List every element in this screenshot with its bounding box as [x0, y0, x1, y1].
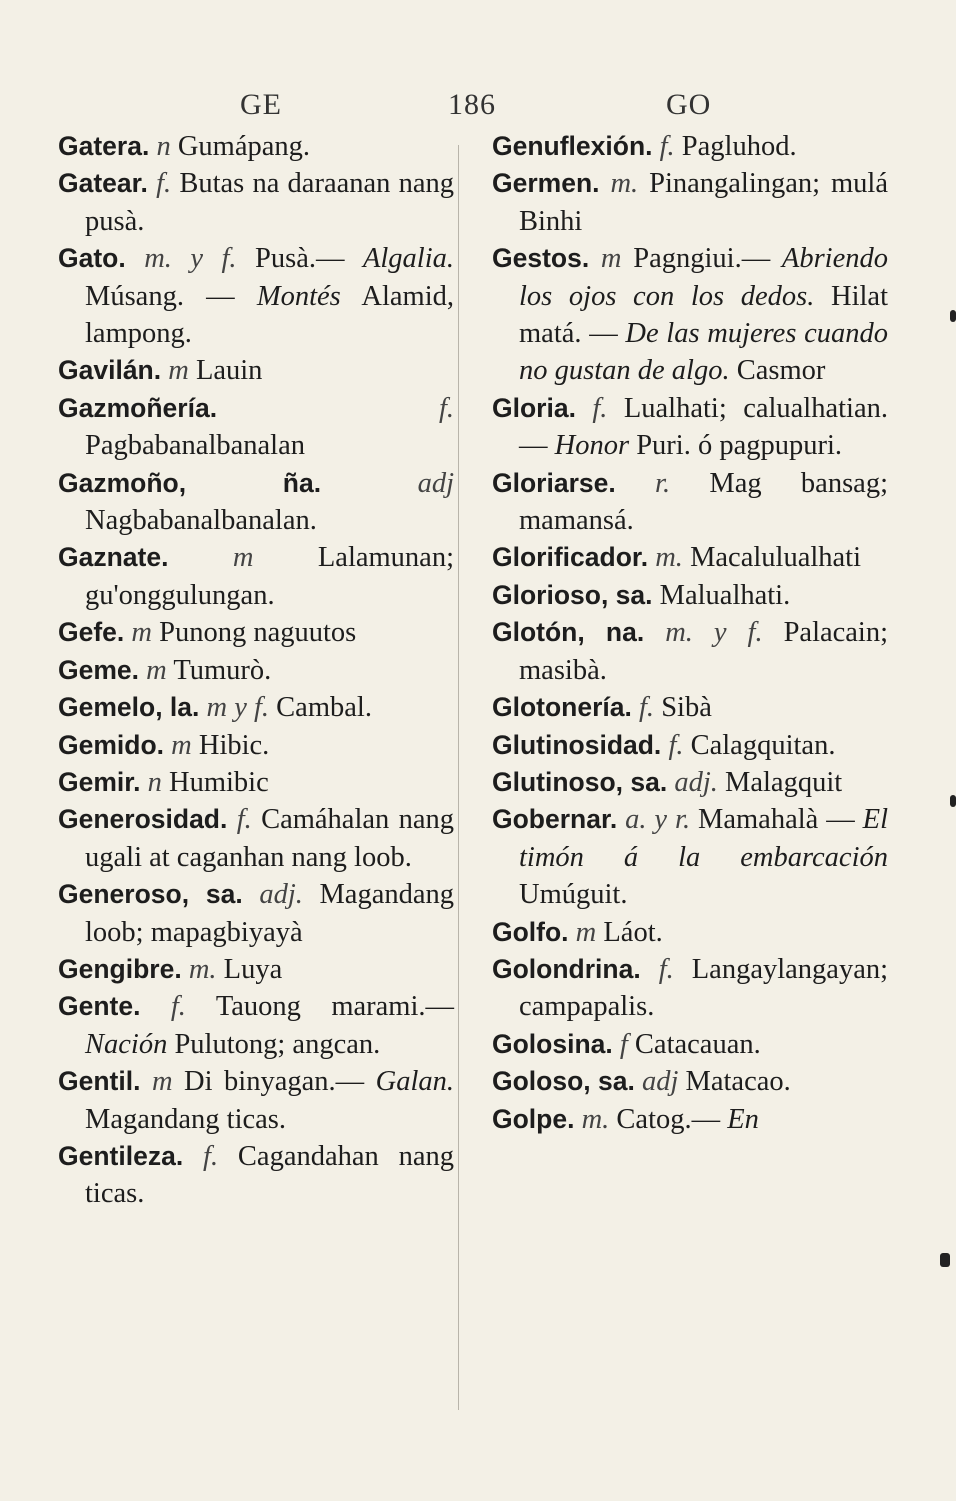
page-number: 186 [448, 88, 496, 121]
entry-grammar: m. y f. [665, 617, 763, 649]
header-guide-left: GE [240, 88, 282, 121]
entry-headword: Gobernar. [492, 804, 618, 835]
entry-definition: Malagquit [725, 766, 843, 798]
entry-definition: Pinangalingan; mulá Binhi [519, 168, 888, 237]
entry-grammar: adj [641, 1066, 679, 1098]
dictionary-entry [58, 801, 454, 876]
dictionary-entry [492, 727, 888, 764]
entry-headword: Geme. [58, 654, 140, 685]
entry-definition: Lauin [195, 355, 263, 387]
dictionary-entry [58, 876, 454, 951]
entry-definition: Catog.— [616, 1103, 721, 1135]
entry-grammar: f. [639, 692, 655, 724]
dictionary-entry [58, 764, 454, 801]
entry-grammar: f. [668, 729, 684, 761]
entry-definition: Magandang loob; mapagbiyayà [85, 879, 455, 948]
dictionary-entry [58, 165, 454, 240]
entry-spanish-phrase: Nación [85, 1028, 168, 1060]
column-divider [458, 145, 459, 1410]
running-head [0, 78, 956, 128]
entry-definition: Alamid, lampong. [85, 280, 454, 350]
dictionary-entry [58, 689, 454, 726]
entry-definition: Lualhati; calualhatian.— [519, 392, 888, 462]
entry-headword: Germen. [492, 168, 600, 199]
entry-grammar: adj [417, 467, 454, 499]
entry-definition: Magandang ticas. [85, 1103, 287, 1135]
entry-headword: Gloria. [492, 392, 576, 423]
entry-grammar: adj. [674, 766, 718, 798]
entry-grammar: m [146, 654, 167, 686]
entry-definition: Pagngiui.— [633, 243, 771, 275]
dictionary-entry [58, 539, 454, 614]
dictionary-entry [492, 165, 888, 240]
entry-grammar: f [619, 1028, 628, 1060]
dictionary-entry [492, 539, 888, 576]
entry-headword: Gemelo, la. [58, 692, 200, 723]
entry-grammar: m [168, 355, 189, 387]
entry-headword: Gazmoño, ña. [58, 467, 322, 498]
entry-definition: Hibic. [198, 729, 270, 761]
entry-definition: Pulutong; angcan. [174, 1028, 381, 1060]
dictionary-entry [492, 1101, 888, 1138]
margin-mark [940, 1253, 950, 1267]
entry-grammar: f. [658, 953, 674, 985]
dictionary-entry [492, 951, 888, 1026]
entry-definition: Lalamunan; gu'onggulungan. [85, 542, 455, 611]
entry-definition: Pagluhod. [681, 131, 797, 162]
entry-headword: Gemido. [58, 729, 165, 760]
entry-definition: Pusà.— [255, 243, 345, 275]
entry-grammar: m. [610, 168, 639, 200]
entry-definition: Nagbabanalbanalan. [85, 505, 317, 537]
entry-grammar: f. [203, 1140, 219, 1172]
dictionary-entry [492, 128, 888, 165]
entry-grammar: m [232, 542, 254, 574]
dictionary-entry [58, 128, 454, 165]
dictionary-entry [492, 465, 888, 540]
entry-definition: Músang. — [85, 280, 235, 312]
entry-definition: Sibà [661, 692, 712, 724]
dictionary-entry [492, 577, 888, 614]
entry-headword: Genuflexión. [492, 131, 653, 161]
entry-headword: Gentileza. [58, 1140, 184, 1171]
dictionary-entry [58, 352, 454, 389]
entry-headword: Generoso, sa. [58, 879, 243, 910]
header-guide-right: GO [666, 88, 712, 121]
entry-spanish-phrase: En [727, 1103, 759, 1135]
entry-headword: Gatera. [58, 131, 150, 161]
entry-headword: Golondrina. [492, 953, 641, 984]
entry-headword: Generosidad. [58, 804, 228, 835]
entry-grammar: f. [156, 168, 172, 200]
entry-grammar: f. [170, 991, 186, 1023]
entry-spanish-phrase: Honor [554, 430, 630, 462]
dictionary-entry [492, 764, 888, 801]
entry-definition: Casmor [736, 355, 826, 387]
entry-definition: Luya [223, 953, 283, 985]
entry-definition: Palacain; masibà. [519, 617, 889, 686]
entry-grammar: adj. [259, 879, 303, 911]
entry-grammar: m [575, 916, 597, 948]
entry-headword: Gaznate. [58, 542, 169, 573]
dictionary-entry [58, 951, 454, 988]
right-column [492, 128, 888, 1138]
entry-definition: Di binyagan.— [184, 1066, 365, 1098]
entry-spanish-phrase: Montés [256, 280, 341, 312]
dictionary-entry [58, 390, 454, 465]
dictionary-entry [492, 1026, 888, 1063]
entry-definition: Camáhalan nang ugali at caganhan nang loob. [85, 804, 454, 873]
entry-grammar: m [171, 729, 192, 761]
dictionary-entry [492, 614, 888, 689]
entry-headword: Glorioso, sa. [492, 579, 653, 610]
entry-grammar: m y f. [206, 692, 270, 724]
entry-definition: Gumápang. [177, 131, 311, 162]
entry-definition: Butas na daraanan nang pusà. [85, 168, 454, 237]
entry-grammar: m. [655, 542, 683, 574]
dictionary-entry [58, 1138, 454, 1213]
entry-definition: Langaylangayan; campapalis. [519, 953, 889, 1023]
entry-grammar: m. [581, 1103, 610, 1135]
entry-definition: Catacauan. [634, 1028, 761, 1060]
entry-spanish-phrase: El timón á la embarcación [519, 804, 888, 873]
entry-grammar: m. [188, 953, 217, 985]
entry-grammar: r. [655, 467, 671, 499]
margin-mark [950, 310, 956, 322]
entry-definition: Malualhati. [659, 579, 791, 611]
dictionary-entry [58, 988, 454, 1063]
entry-definition: Mag bansag; mamansá. [519, 467, 888, 537]
entry-grammar: m [151, 1066, 173, 1098]
entry-headword: Gefe. [58, 617, 125, 648]
entry-headword: Gemir. [58, 766, 141, 797]
entry-headword: Gatear. [58, 168, 148, 199]
entry-headword: Golpe. [492, 1103, 575, 1134]
entry-definition: Tauong marami.— [215, 991, 454, 1023]
entry-headword: Golfo. [492, 916, 569, 947]
entry-grammar: f. [592, 392, 608, 424]
entry-definition: Umúguit. [519, 879, 628, 911]
entry-headword: Gavilán. [58, 355, 162, 386]
dictionary-entry [58, 1063, 454, 1138]
entry-spanish-phrase: Galan. [375, 1066, 455, 1098]
entry-definition: Puri. ó pagpupuri. [636, 430, 843, 462]
entry-definition: Tumurò. [173, 654, 272, 686]
dictionary-entry [492, 1063, 888, 1100]
entry-headword: Gloriarse. [492, 467, 616, 498]
entry-grammar: f. [236, 804, 252, 836]
entry-headword: Glutinoso, sa. [492, 766, 668, 797]
entry-grammar: a. y r. [625, 804, 691, 836]
entry-headword: Gentil. [58, 1066, 141, 1097]
entry-grammar: m [131, 617, 152, 649]
dictionary-entry [58, 727, 454, 764]
entry-spanish-phrase: Abriendo los ojos con los dedos. [519, 243, 888, 312]
entry-definition: Humibic [169, 766, 269, 798]
entry-headword: Gente. [58, 991, 141, 1022]
dictionary-entry [492, 240, 888, 390]
dictionary-entry [58, 240, 454, 352]
entry-definition: Hilat matá. — [519, 280, 888, 350]
entry-spanish-phrase: De las mujeres cuando no gustan de algo. [519, 318, 888, 387]
entry-grammar: n [147, 766, 162, 798]
entry-headword: Glutinosidad. [492, 729, 662, 760]
entry-grammar: m [600, 243, 622, 275]
entry-definition: Láot. [603, 916, 663, 948]
entry-spanish-phrase: Algalia. [362, 243, 454, 275]
entry-headword: Glotón, na. [492, 617, 645, 648]
entry-grammar: f. [438, 392, 454, 424]
entry-grammar: f. [659, 131, 675, 162]
entry-headword: Gato. [58, 243, 126, 274]
entry-headword: Golosina. [492, 1028, 613, 1059]
margin-mark [950, 795, 956, 807]
entry-headword: Glorificador. [492, 542, 649, 573]
dictionary-entry [58, 614, 454, 651]
dictionary-entry [492, 390, 888, 465]
dictionary-entry [58, 652, 454, 689]
dictionary-entry [492, 689, 888, 726]
entry-definition: Mamahalà — [698, 804, 855, 836]
entry-definition: Pagbabanalbanalan [85, 430, 305, 462]
dictionary-entry [492, 914, 888, 951]
entry-definition: Macalulualhati [690, 542, 861, 574]
entry-headword: Gengibre. [58, 953, 182, 984]
entry-definition: Punong naguutos [159, 617, 357, 649]
entry-grammar: m. y f. [144, 243, 237, 275]
entry-headword: Goloso, sa. [492, 1066, 635, 1097]
entry-headword: Gestos. [492, 243, 590, 274]
entry-grammar: n [156, 131, 171, 162]
entry-definition: Matacao. [685, 1066, 791, 1098]
entry-definition: Cambal. [276, 692, 372, 724]
dictionary-entry [58, 465, 454, 540]
entry-headword: Gazmoñería. [58, 392, 218, 423]
left-column [58, 128, 454, 1213]
dictionary-entry [492, 801, 888, 913]
entry-headword: Glotonería. [492, 692, 632, 723]
entry-definition: Cagandahan nang ticas. [85, 1140, 455, 1210]
entry-definition: Calagquitan. [690, 729, 836, 761]
